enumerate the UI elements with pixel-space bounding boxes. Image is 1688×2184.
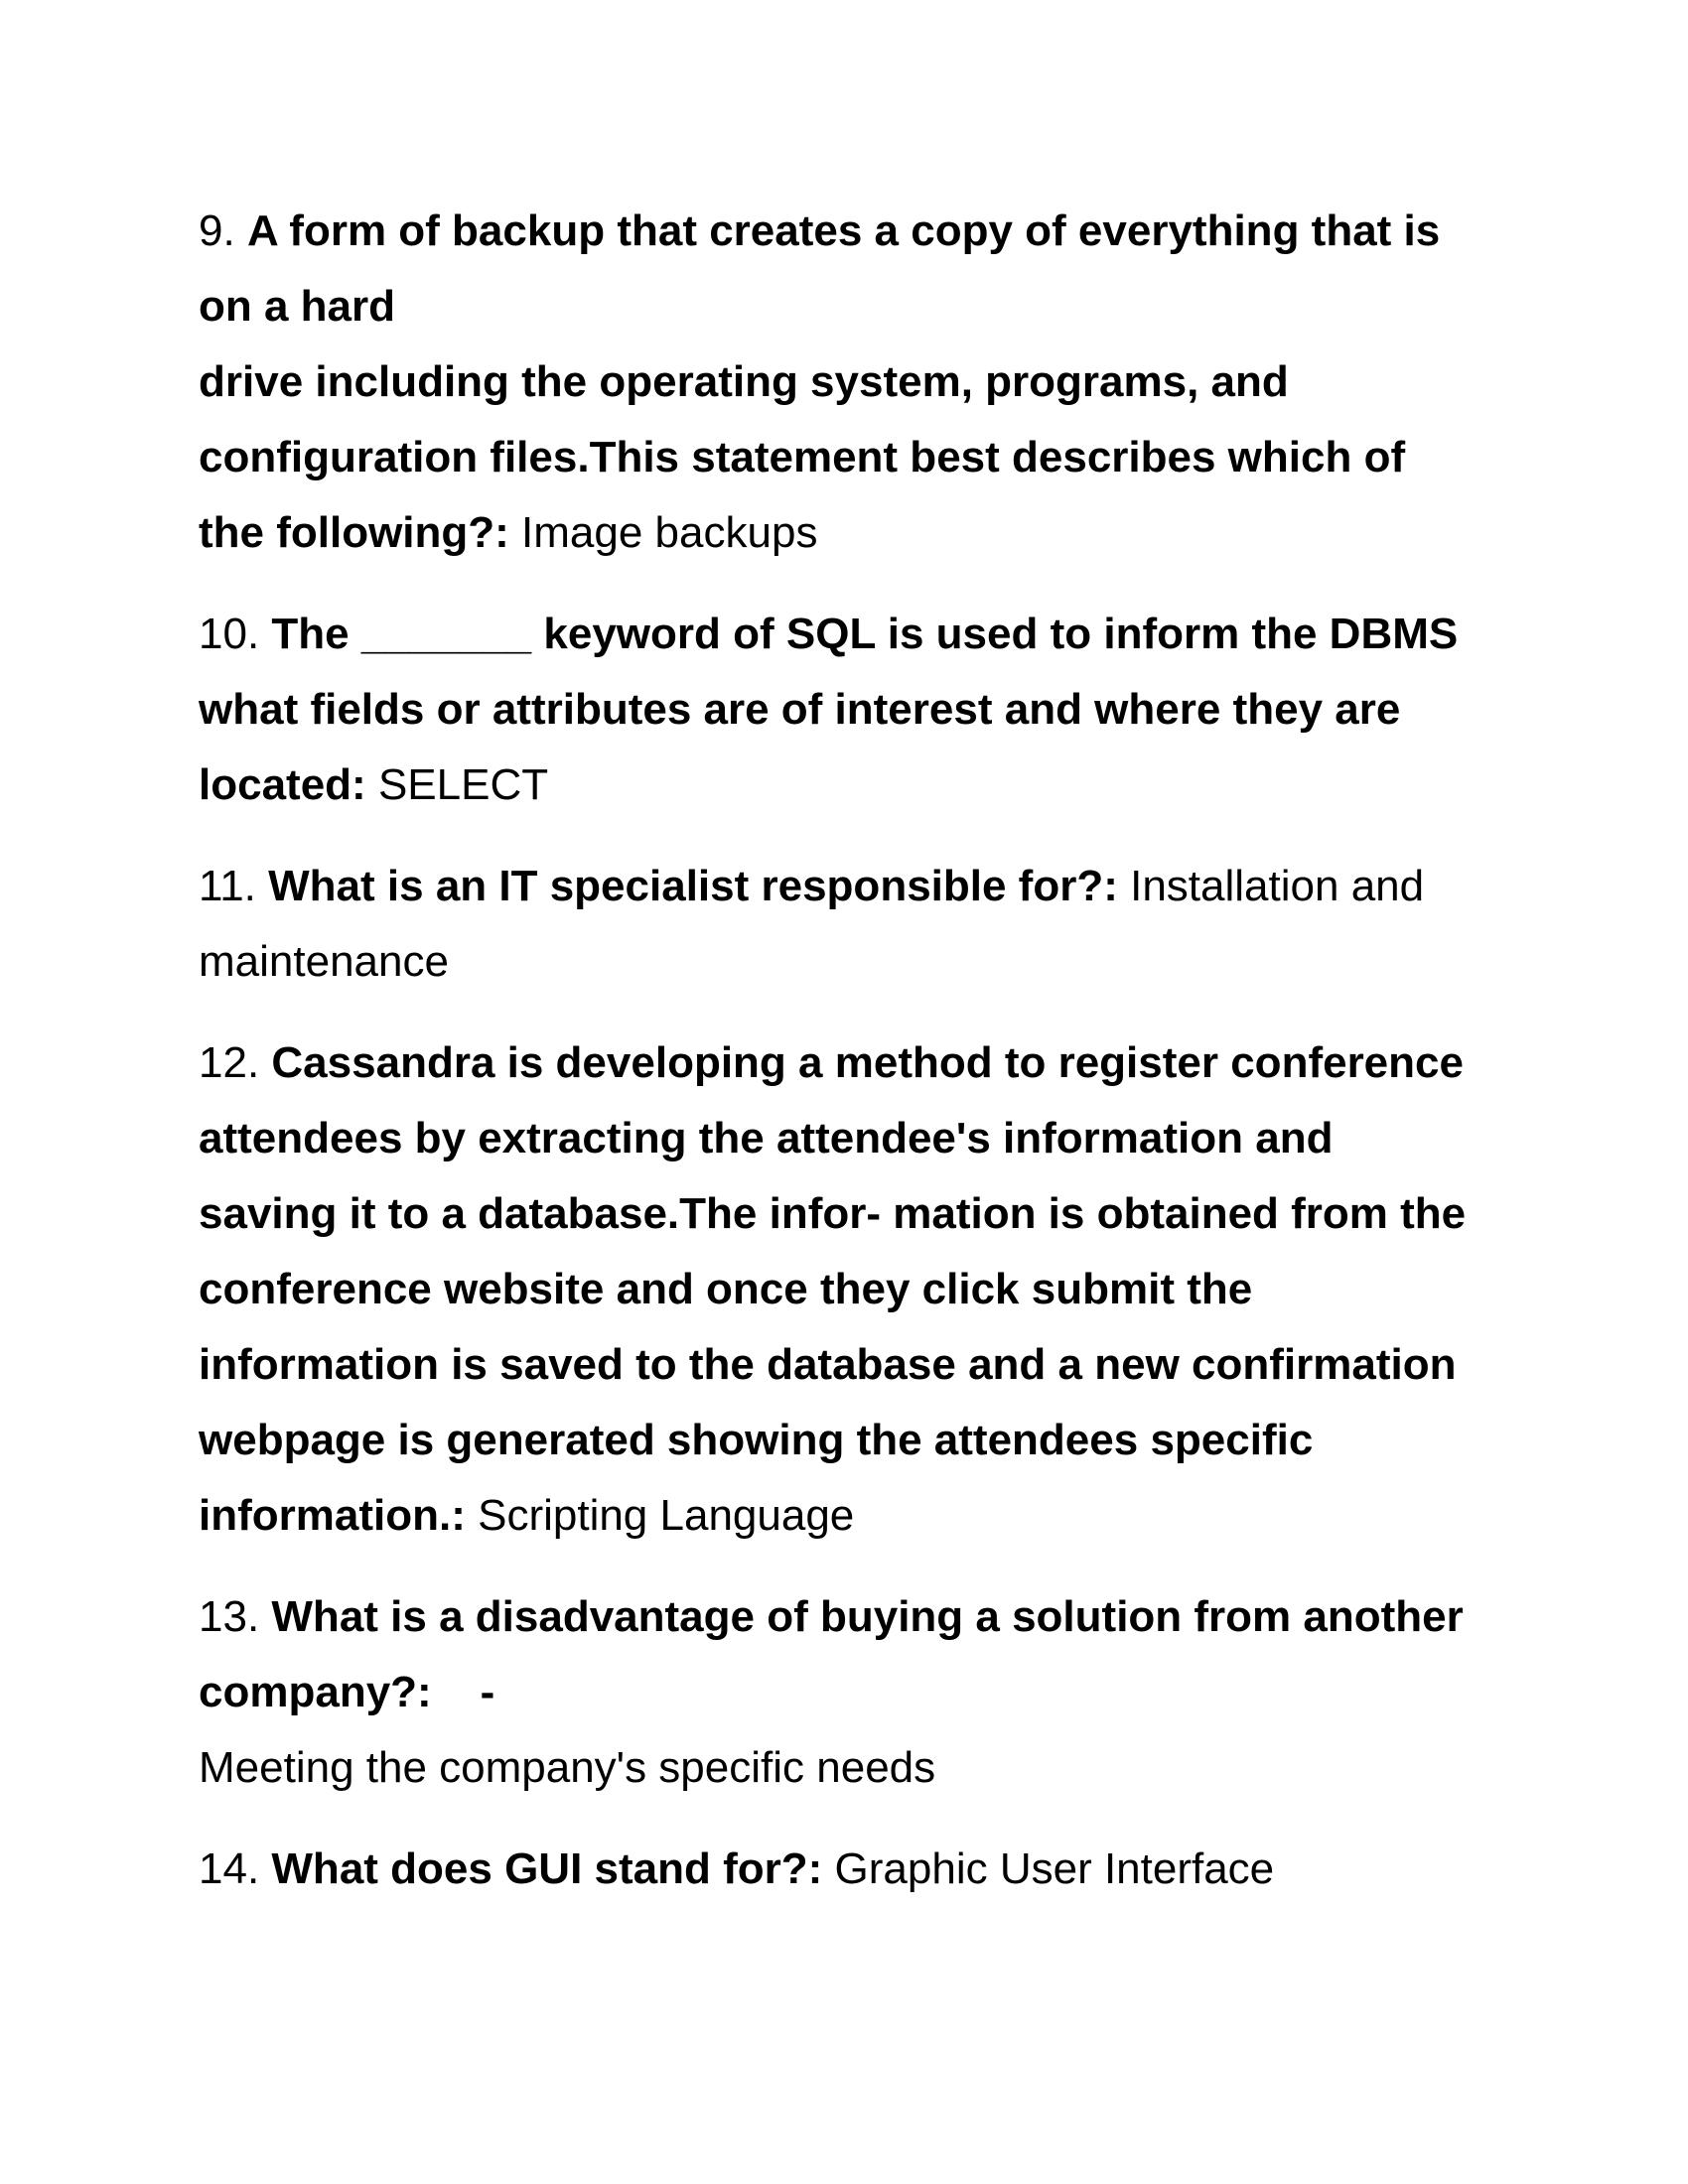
- question-text: on a hard: [199, 282, 396, 331]
- question-text: webpage is generated showing the attendees specific: [199, 1416, 1314, 1464]
- question-text: configuration files.This statement best describes which of: [199, 433, 1406, 481]
- question-text: What does GUI stand for?:: [271, 1844, 823, 1893]
- question-14: [199, 1832, 1489, 1907]
- answer-text: Scripting Language: [478, 1491, 855, 1540]
- document-page: [199, 194, 1489, 1933]
- answer-text: Installation and: [1130, 862, 1425, 910]
- question-10: [199, 597, 1489, 823]
- answer-text: SELECT: [377, 760, 549, 809]
- question-text: What is a disadvantage of buying a solution from another: [271, 1592, 1464, 1641]
- question-text: conference website and once they click submit the: [199, 1265, 1253, 1313]
- question-text: located:: [199, 760, 366, 809]
- question-11: [199, 849, 1489, 1000]
- question-text: What is an IT specialist responsible for?:: [268, 862, 1118, 910]
- question-13: [199, 1579, 1489, 1806]
- question-text: drive including the operating system, programs, and: [199, 357, 1289, 406]
- question-text: what fields or attributes are of interest and where they are: [199, 685, 1401, 734]
- question-12: [199, 1025, 1489, 1554]
- answer-text: maintenance: [199, 937, 449, 986]
- question-text: The _______ keyword of SQL is used to inform the DBMS: [271, 610, 1459, 658]
- answer-text: Graphic User Interface: [834, 1844, 1275, 1893]
- question-number: 14.: [199, 1844, 260, 1893]
- question-text: information is saved to the database and a new confirmation: [199, 1340, 1457, 1389]
- question-number: 9.: [199, 206, 235, 255]
- question-text: A form of backup that creates a copy of everything that is: [246, 206, 1441, 255]
- question-text: Cassandra is developing a method to register conference: [271, 1038, 1464, 1087]
- question-number: 12.: [199, 1038, 260, 1087]
- question-9: [199, 194, 1489, 571]
- question-text: company?: -: [199, 1668, 495, 1716]
- question-number: 10.: [199, 610, 260, 658]
- question-text: information.:: [199, 1491, 466, 1540]
- question-number: 13.: [199, 1592, 260, 1641]
- question-text: the following?:: [199, 508, 509, 557]
- question-text: saving it to a database.The infor- mation is obtained from the: [199, 1189, 1467, 1238]
- question-number: 11.: [199, 862, 256, 910]
- question-text: attendees by extracting the attendee's information and: [199, 1114, 1334, 1162]
- answer-text: Image backups: [521, 508, 818, 557]
- answer-text: Meeting the company's specific needs: [199, 1743, 936, 1792]
